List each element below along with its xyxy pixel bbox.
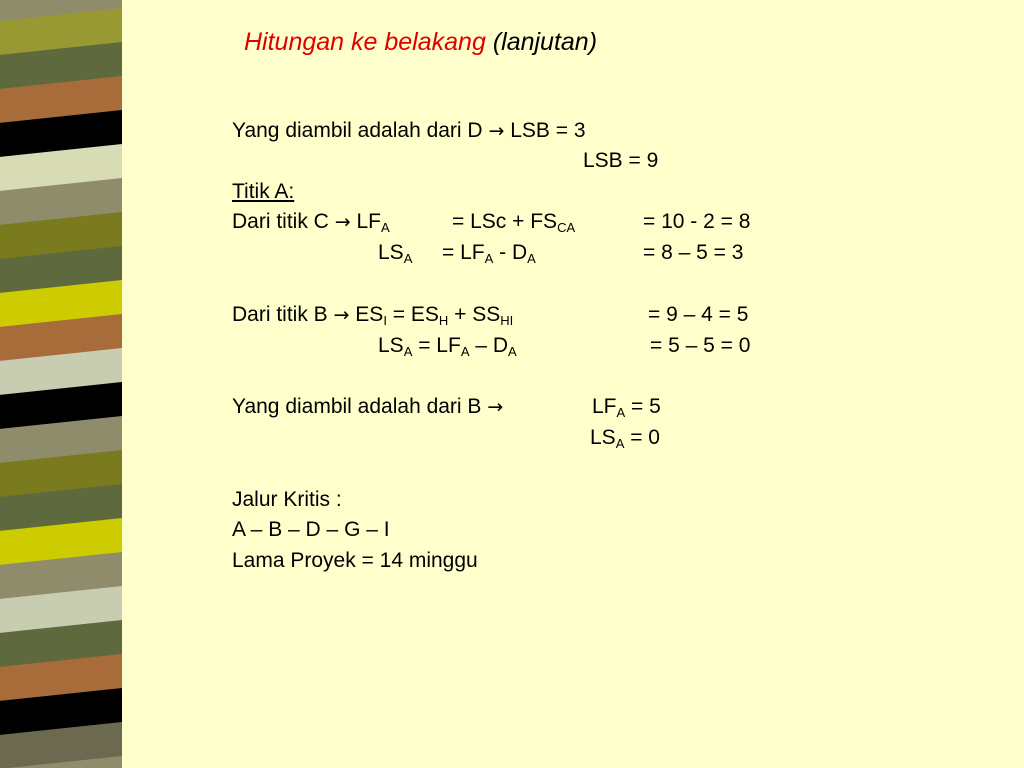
- line-5-middle: [442, 241, 536, 265]
- line-8: [232, 395, 503, 419]
- subscript: A: [527, 251, 536, 266]
- subscript: H: [438, 313, 449, 328]
- text: LS: [378, 334, 404, 357]
- text: = 5: [631, 395, 661, 418]
- subscript: A: [403, 251, 413, 266]
- subscript: A: [380, 220, 390, 235]
- text: LSB = 3: [510, 119, 586, 142]
- subscript: A: [616, 405, 626, 420]
- text: LS: [590, 426, 616, 449]
- line-7: [378, 334, 517, 358]
- text: LSB = 9: [583, 149, 659, 172]
- text: = LF: [442, 241, 485, 264]
- arrow-right-icon: →: [488, 120, 505, 142]
- line-6-result: [648, 303, 748, 327]
- line-4-result: [643, 210, 750, 234]
- text: Dari titik C: [232, 210, 329, 233]
- slide-title: [244, 28, 597, 57]
- line-2: [583, 149, 658, 173]
- line-3-heading: [232, 180, 294, 204]
- title-red: Hitungan ke belakang: [244, 28, 486, 56]
- arrow-right-icon: →: [487, 396, 504, 418]
- subscript: A: [460, 344, 470, 359]
- text: ES: [355, 303, 384, 326]
- text: Lama Proyek = 14 minggu: [232, 549, 478, 572]
- text: = ES: [392, 303, 439, 326]
- text: = LSc + FS: [452, 210, 558, 233]
- text: Yang diambil adalah dari B: [232, 395, 482, 418]
- line-9-value: [590, 426, 660, 450]
- line-4: [232, 210, 390, 234]
- arrow-right-icon: →: [334, 211, 351, 233]
- arrow-right-icon: →: [333, 304, 350, 326]
- line-8-value: [592, 395, 661, 419]
- subscript: I: [383, 313, 387, 328]
- text: = 8 – 5 = 3: [643, 241, 744, 264]
- line-12: [232, 549, 478, 573]
- line-1: [232, 119, 586, 143]
- subscript: A: [403, 344, 413, 359]
- text: = 5 – 5 = 0: [650, 334, 751, 357]
- title-suffix: (lanjutan): [492, 28, 598, 56]
- text: + SS: [454, 303, 501, 326]
- line-10: [232, 488, 342, 512]
- line-5-result: [643, 241, 743, 265]
- line-6: [232, 303, 513, 327]
- subscript: A: [615, 436, 625, 451]
- line-5: [378, 241, 412, 265]
- text: Titik A:: [232, 180, 295, 203]
- text: Yang diambil adalah dari D: [232, 119, 483, 142]
- text: Jalur Kritis :: [232, 488, 342, 511]
- text: LF: [592, 395, 617, 418]
- subscript: A: [508, 344, 517, 359]
- line-7-result: [650, 334, 750, 358]
- text: LF: [356, 210, 381, 233]
- text: - D: [499, 241, 528, 264]
- subscript: CA: [557, 220, 576, 235]
- text: Dari titik B: [232, 303, 328, 326]
- text: = 9 – 4 = 5: [648, 303, 749, 326]
- text: = 0: [630, 426, 660, 449]
- text: LS: [378, 241, 404, 264]
- text: = LF: [418, 334, 461, 357]
- line-4-middle: [452, 210, 575, 234]
- text: A – B – D – G – I: [232, 518, 390, 541]
- text: = 10 - 2 = 8: [643, 210, 751, 233]
- line-11: [232, 518, 390, 542]
- decorative-side-strip: [0, 0, 122, 768]
- subscript: A: [484, 251, 494, 266]
- subscript: HI: [500, 313, 514, 328]
- text: – D: [475, 334, 509, 357]
